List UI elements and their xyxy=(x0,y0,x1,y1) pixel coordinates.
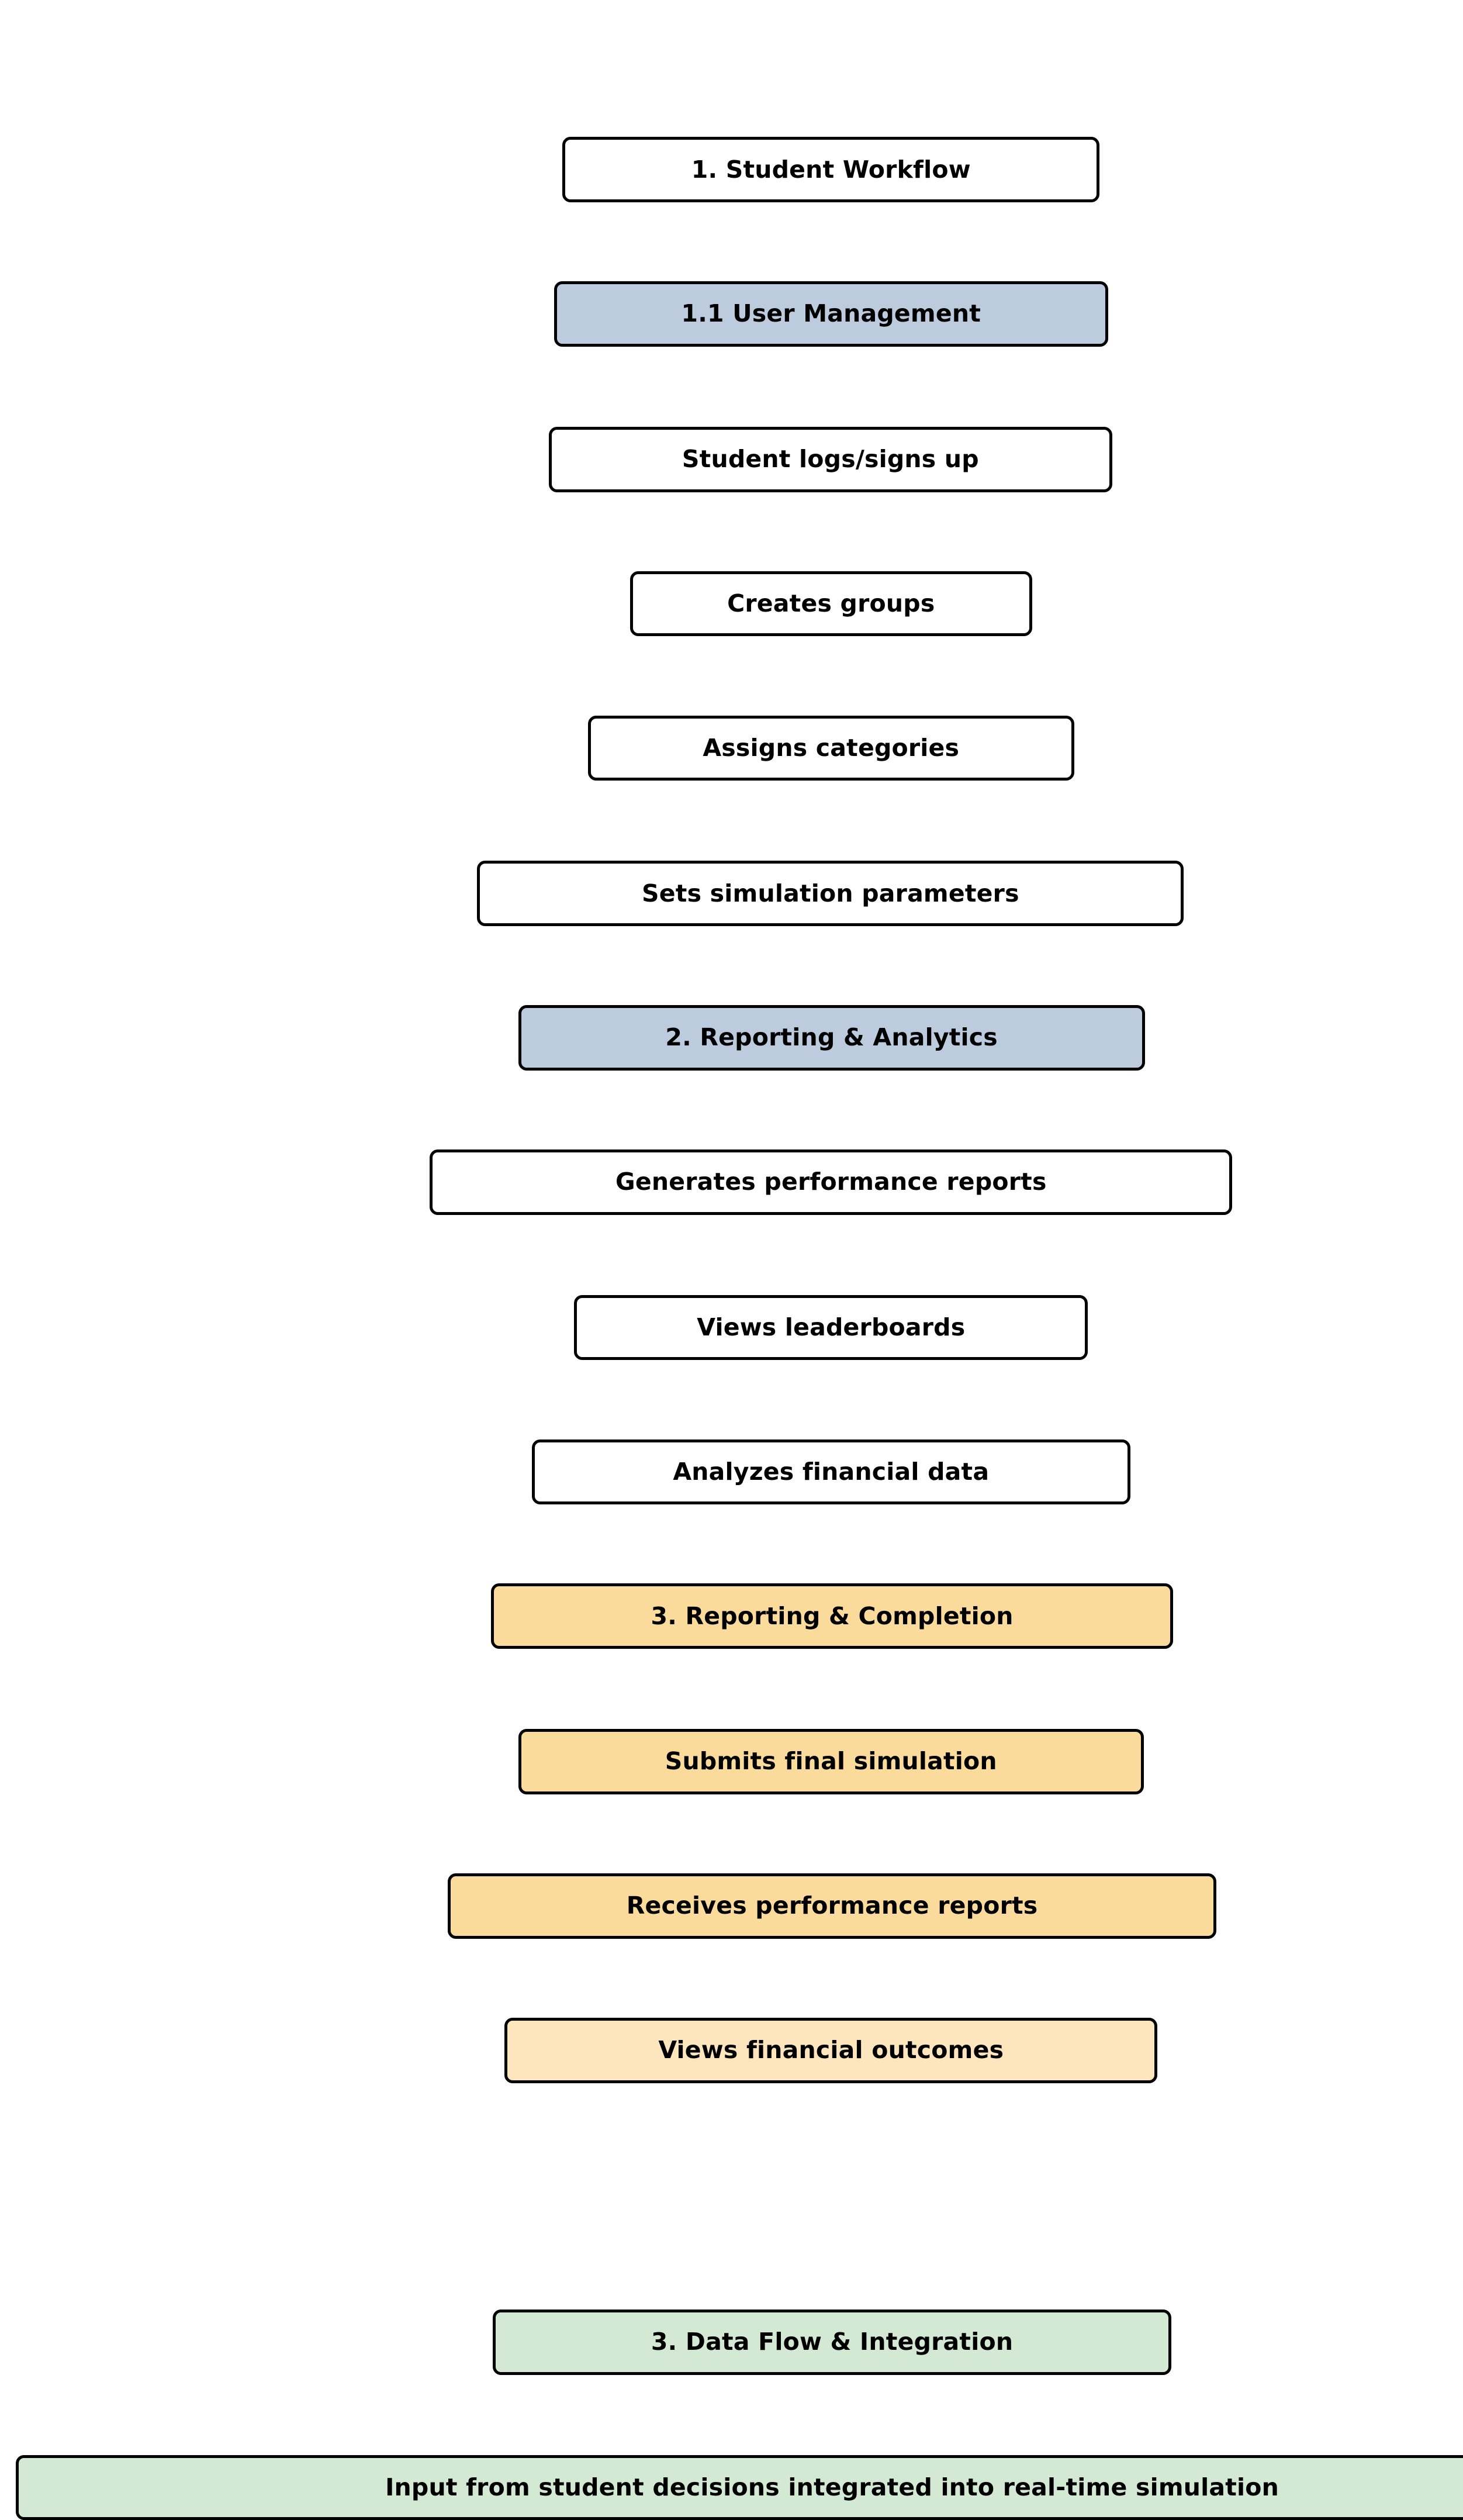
flow-node: 3. Reporting & Completion xyxy=(491,1583,1174,1649)
flow-node: Views leaderboards xyxy=(574,1295,1088,1361)
flow-node: Analyzes financial data xyxy=(532,1439,1130,1505)
flow-node: Sets simulation parameters xyxy=(477,861,1184,926)
flow-node: Views financial outcomes xyxy=(504,2018,1157,2083)
flow-node: Generates performance reports xyxy=(430,1149,1232,1215)
flow-node: 1.1 User Management xyxy=(554,281,1108,347)
flow-node: 1. Student Workflow xyxy=(562,137,1099,202)
flow-node: Assigns categories xyxy=(588,716,1075,781)
flow-node: Creates groups xyxy=(630,571,1032,637)
flow-node: Input from student decisions integrated into real-time simulation xyxy=(16,2455,1463,2520)
flow-node: 3. Data Flow & Integration xyxy=(493,2310,1171,2375)
flow-node: 2. Reporting & Analytics xyxy=(518,1005,1145,1071)
flow-node: Receives performance reports xyxy=(448,1873,1216,1939)
flow-node: Student logs/signs up xyxy=(549,427,1112,492)
flow-node: Submits final simulation xyxy=(518,1729,1144,1794)
